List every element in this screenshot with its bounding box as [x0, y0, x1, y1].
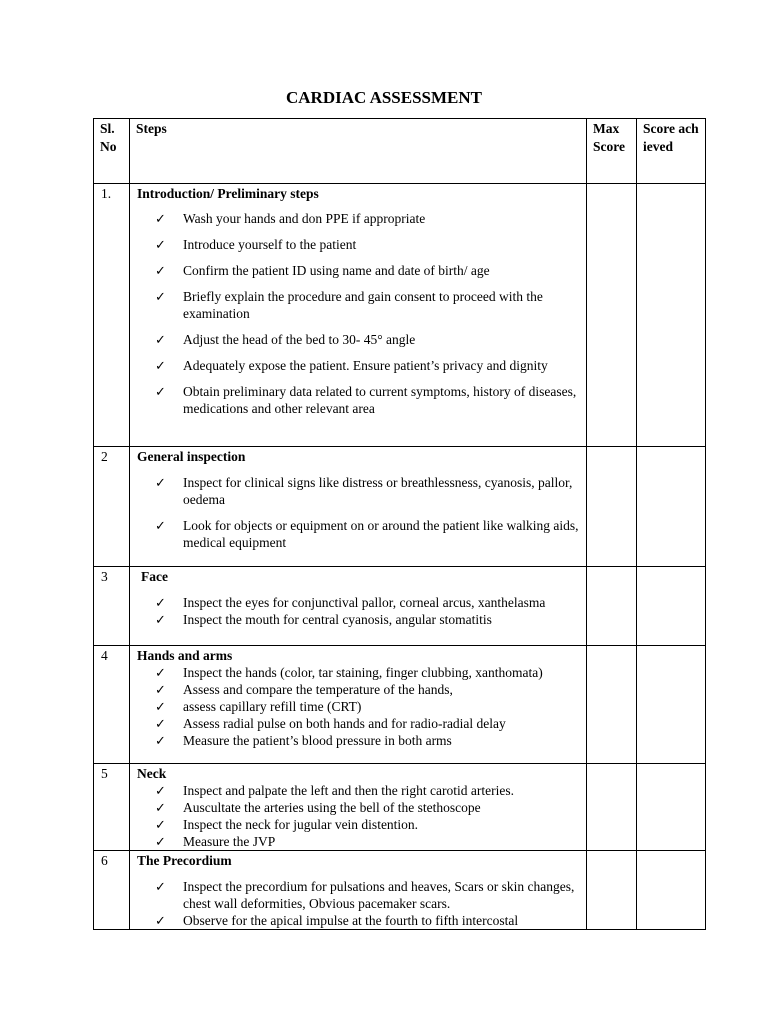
list-item: ✓ assess capillary refill time (CRT) [155, 699, 362, 714]
checkmark-icon: ✓ [155, 783, 166, 798]
steps-cell [130, 567, 587, 646]
row-number: 4 [94, 646, 130, 764]
score-achieved-cell [637, 447, 706, 567]
checkmark-icon: ✓ [155, 879, 166, 894]
row-number: 1. [94, 184, 130, 447]
page-title: CARDIAC ASSESSMENT [285, 88, 483, 107]
steps-cell [130, 764, 587, 851]
checkmark-icon: ✓ [155, 913, 166, 928]
list-item: ✓ Briefly explain the procedure and gain consent to proceed with the examination [155, 289, 543, 321]
list-item: ✓ Measure the JVP [155, 834, 276, 849]
section-title: The Precordium [137, 853, 232, 868]
checkmark-icon: ✓ [155, 817, 166, 832]
max-score-cell [587, 447, 637, 567]
list-item: ✓ Confirm the patient ID using name and date of birth/ age [155, 263, 490, 278]
checkmark-icon: ✓ [155, 518, 166, 533]
list-item: ✓ Introduce yourself to the patient [155, 237, 357, 252]
checkmark-icon: ✓ [155, 211, 166, 226]
list-item: ✓ Inspect the eyes for conjunctival pallor, corneal arcus, xanthelasma [155, 595, 546, 610]
steps-cell [130, 184, 587, 447]
checkmark-icon: ✓ [155, 595, 166, 610]
max-score-cell [587, 646, 637, 764]
header-steps: Steps [130, 119, 587, 184]
row-number: 2 [94, 447, 130, 567]
checkmark-icon: ✓ [155, 665, 166, 680]
header-sl-no: Sl. No [94, 119, 130, 184]
list-item: ✓ Obtain preliminary data related to current symptoms, history of diseases, medications and other relevant area [155, 384, 577, 416]
table-row [94, 646, 706, 764]
header-max-score: Max Score [587, 119, 637, 184]
list-item: ✓ Inspect the neck for jugular vein distention. [155, 817, 419, 832]
list-item: ✓ Observe for the apical impulse at the fourth to fifth intercostal [155, 913, 519, 928]
row-number: 3 [94, 567, 130, 646]
checkmark-icon: ✓ [155, 800, 166, 815]
checkmark-icon: ✓ [155, 612, 166, 627]
row-number: 6 [94, 851, 130, 930]
list-item: ✓ Assess and compare the temperature of the hands, [155, 682, 453, 697]
max-score-cell [587, 184, 637, 447]
list-item: ✓ Inspect the hands (color, tar staining, finger clubbing, xanthomata) [155, 665, 543, 680]
score-achieved-cell [637, 646, 706, 764]
list-item: ✓ Inspect and palpate the left and then the right carotid arteries. [155, 783, 514, 798]
list-item: ✓ Inspect for clinical signs like distress or breathlessness, cyanosis, pallor, oedema [155, 475, 573, 507]
section-title: Neck [137, 766, 167, 781]
checkmark-icon: ✓ [155, 289, 166, 304]
table-row [94, 447, 706, 567]
steps-cell [130, 646, 587, 764]
list-item: ✓ Adjust the head of the bed to 30- 45° angle [155, 332, 416, 347]
max-score-cell [587, 567, 637, 646]
score-achieved-cell [637, 567, 706, 646]
max-score-cell [587, 851, 637, 930]
table-row [94, 764, 706, 851]
list-item: ✓ Inspect the mouth for central cyanosis, angular stomatitis [155, 612, 492, 627]
table-row [94, 851, 706, 930]
list-item: ✓ Look for objects or equipment on or around the patient like walking aids, medical equipment [155, 518, 579, 550]
section-title: Hands and arms [137, 648, 233, 663]
checkmark-icon: ✓ [155, 716, 166, 731]
list-item: ✓ Adequately expose the patient. Ensure patient’s privacy and dignity [155, 358, 548, 373]
score-achieved-cell [637, 764, 706, 851]
list-item: ✓ Inspect the precordium for pulsations and heaves, Scars or skin changes, chest wall deformities, Obvious pacemaker scars. [155, 879, 575, 911]
steps-cell [130, 851, 587, 930]
score-achieved-cell [637, 851, 706, 930]
table-row [94, 567, 706, 646]
list-item: ✓ Measure the patient’s blood pressure in both arms [155, 733, 452, 748]
header-row [94, 119, 706, 184]
checkmark-icon: ✓ [155, 682, 166, 697]
checkmark-icon: ✓ [155, 733, 166, 748]
header-score-achieved: Score achieved [637, 119, 706, 184]
section-title: General inspection [137, 449, 246, 464]
score-achieved-cell [637, 184, 706, 447]
section-title: Face [141, 569, 168, 584]
checkmark-icon: ✓ [155, 475, 166, 490]
checkmark-icon: ✓ [155, 384, 166, 399]
max-score-cell [587, 764, 637, 851]
checkmark-icon: ✓ [155, 263, 166, 278]
checkmark-icon: ✓ [155, 834, 166, 849]
checkmark-icon: ✓ [155, 237, 166, 252]
table-row [94, 184, 706, 447]
section-title: Introduction/ Preliminary steps [137, 186, 319, 201]
checkmark-icon: ✓ [155, 699, 166, 714]
checkmark-icon: ✓ [155, 358, 166, 373]
steps-cell [130, 447, 587, 567]
list-item: ✓ Wash your hands and don PPE if appropriate [155, 211, 426, 226]
list-item: ✓ Assess radial pulse on both hands and for radio-radial delay [155, 716, 506, 731]
row-number: 5 [94, 764, 130, 851]
checkmark-icon: ✓ [155, 332, 166, 347]
list-item: ✓ Auscultate the arteries using the bell of the stethoscope [155, 800, 481, 815]
assessment-table [93, 118, 706, 930]
